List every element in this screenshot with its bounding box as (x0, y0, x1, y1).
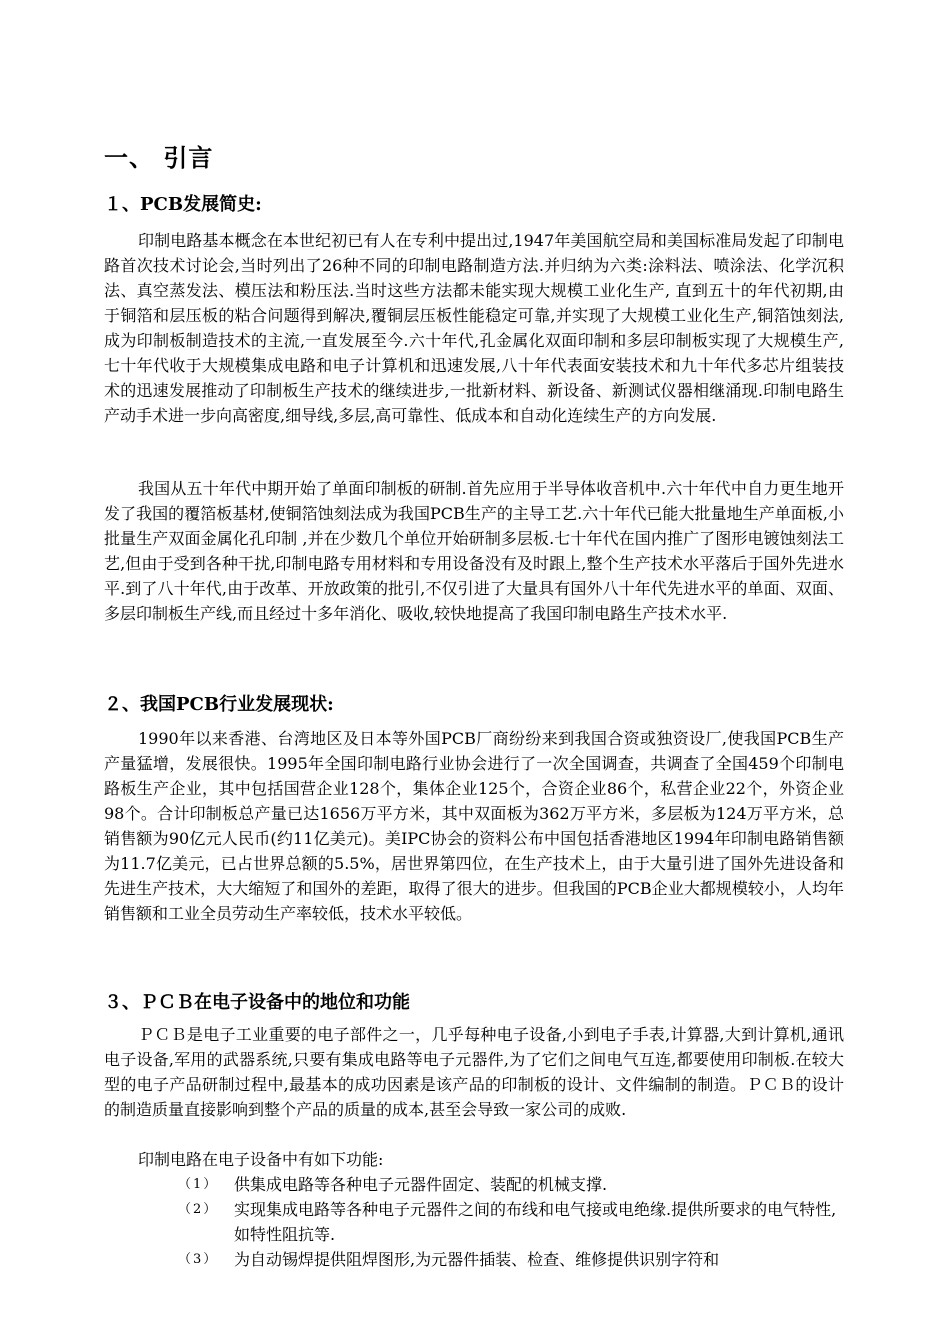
section-title-1: １、PCB发展简史: (104, 194, 262, 215)
list-item-number: （2） (178, 1202, 219, 1217)
section-title-3: ３、ＰＣＢ在电子设备中的地位和功能 (104, 992, 410, 1013)
list-item (178, 1247, 838, 1272)
paragraph-3-2: 印制电路在电子设备中有如下功能: (138, 1150, 384, 1169)
list-item-number: （3） (178, 1252, 219, 1267)
paragraph-3-1: ＰＣＢ是电子工业重要的电子部件之一，几乎每种电子设备,小到电子手表,计算器,大到计算机,通讯电子设备,军用的武器系统,只要有集成电路等电子元器件,为了它们之间电气互连,都要使用印制板.在较大型的电子产品研制过程中,最基本的成功因素是该产品的印制板的设计、文件编制的制造。ＰＣＢ的设计的制造质量直接影响到整个产品的质量的成本,甚至会导致一家公司的成败. (104, 1025, 844, 1119)
paragraph-1-2: 我国从五十年代中期开始了单面印制板的研制.首先应用于半导体收音机中.六十年代中自力更生地开发了我国的覆箔板基材,使铜箔蚀刻法成为我国PCB生产的主导工艺.六十年代已能大批量地生产单面板,小批量生产双面金属化孔印制 ,并在少数几个单位开始研制多层板.七十年代在国内推广了图形电镀蚀刻法工艺,但由于受到各种干扰,印制电路专用材料和专用设备没有及时跟上,整个生产技术水平落后于国外先进水平.到了八十年代,由于改革、开放政策的批引,不仅引进了大量具有国外八十年代先进水平的单面、双面、多层印制板生产线,而且经过十多年消化、吸收,较快地提高了我国印制电路生产技术水平. (104, 479, 844, 623)
chapter-heading: 一、 引言 (104, 143, 214, 172)
section-title-2: ２、我国PCB行业发展现状: (104, 694, 334, 715)
paragraph-2-1: 1990年以来香港、台湾地区及日本等外国PCB厂商纷纷来到我国合资或独资设厂,使我国PCB生产产量猛增，发展很快。1995年全国印制电路行业协会进行了一次全国调查，共调查了全国459个印制电路板生产企业，其中包括国营企业128个，集体企业125个，合资企业86个，私营企业22个，外资企业98个。合计印制板总产量已达1656万平方米，其中双面板为362万平方米，多层板为124万平方米，总销售额为90亿元人民币(约11亿美元)。美IPC协会的资料公布中国包括香港地区1994年印制电路销售额为11.7亿美元，已占世界总额的5.5%，居世界第四位，在生产技术上，由于大量引进了国外先进设备和先进生产技术，大大缩短了和国外的差距，取得了很大的进步。但我国的PCB企业大都规模较小，人均年销售额和工业全员劳动生产率较低，技术水平较低。 (104, 729, 844, 923)
list-item-number: （1） (178, 1177, 219, 1192)
list-item (178, 1197, 838, 1247)
list-item-text: 为自动锡焊提供阻焊图形,为元器件插装、检查、维修提供识别字符和 (234, 1250, 720, 1269)
list-item (178, 1172, 838, 1197)
list-item-text: 供集成电路等各种电子元器件固定、装配的机械支撑. (234, 1175, 608, 1194)
paragraph-1-1: 印制电路基本概念在本世纪初已有人在专利中提出过,1947年美国航空局和美国标准局发起了印制电路首次技术讨论会,当时列出了26种不同的印制电路制造方法.并归纳为六类:涂料法、喷涂法、化学沉积法、真空蒸发法、模压法和粉压法.当时这些方法都未能实现大规模工业化生产, 直到五十的年代初期,由于铜箔和层压板的粘合问题得到解决,覆铜层压板性能稳定可靠,并实现了大规模工业化生产,铜箔蚀刻法,成为印制板制造技术的主流,一直发展至今.六十年代,孔金属化双面印制和多层印制板实现了大规模生产,七十年代收于大规模集成电路和电子计算机和迅速发展,八十年代表面安装技术和九十年代多芯片组装技术的迅速发展推动了印制板生产技术的继续进步,一批新材料、新设备、新测试仪器相继涌现.印制电路生产动手术进一步向高密度,细导线,多层,高可靠性、低成本和自动化连续生产的方向发展. (104, 231, 844, 425)
function-list (178, 1172, 838, 1272)
list-item-text: 实现集成电路等各种电子元器件之间的布线和电气接或电绝缘.提供所要求的电气特性,如特性阻抗等. (234, 1200, 837, 1244)
